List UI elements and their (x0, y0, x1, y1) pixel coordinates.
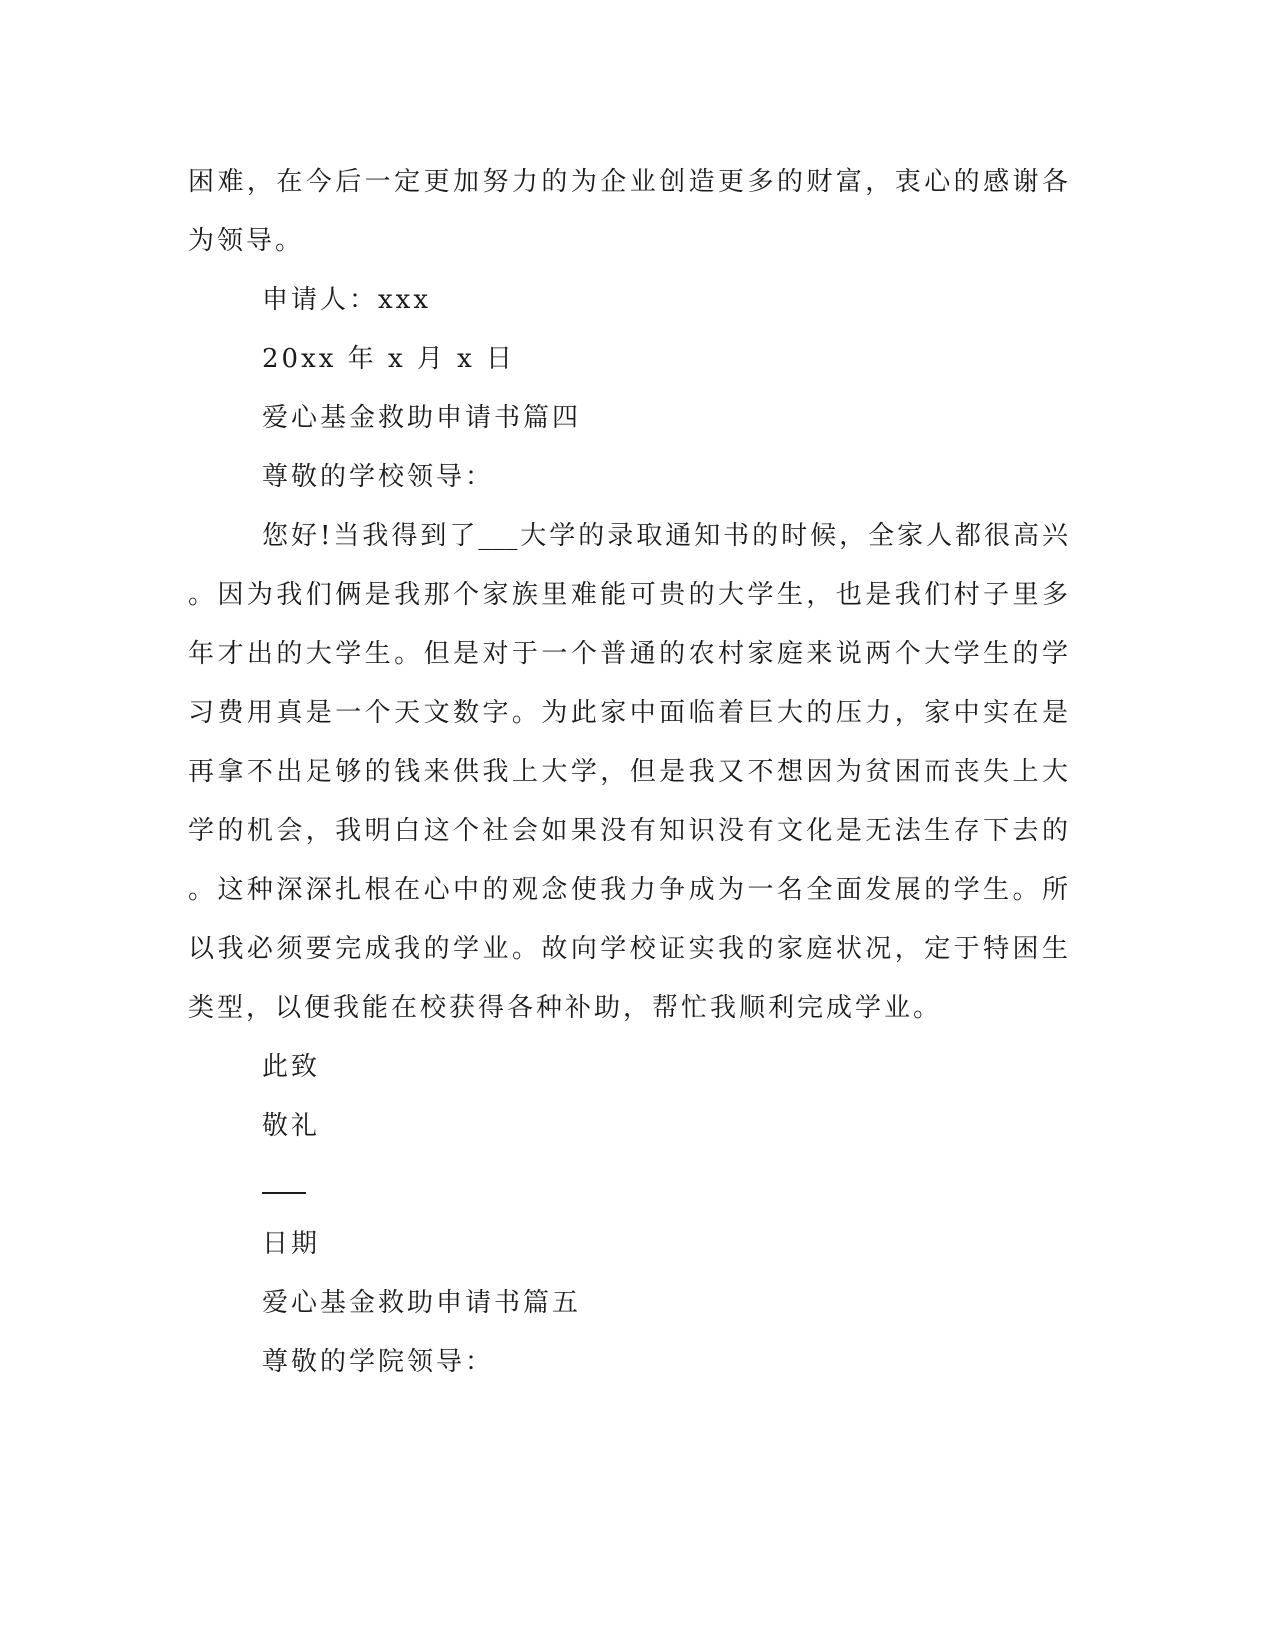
paragraph-line: 年才出的大学生。但是对于一个普通的农村家庭来说两个大学生的学 (188, 639, 1068, 669)
salutation: 尊敬的学院领导： (262, 1347, 495, 1377)
paragraph-line: 。这种深深扎根在心中的观念使我力争成为一名全面发展的学生。所 (188, 875, 1068, 905)
section-title: 爱心基金救助申请书篇四 (262, 403, 582, 433)
section-title: 爱心基金救助申请书篇五 (262, 1288, 582, 1318)
paragraph-line: 习费用真是一个天文数字。为此家中面临着巨大的压力，家中实在是 (188, 698, 1068, 728)
paragraph-line: 为领导。 (188, 226, 305, 256)
salutation: 尊敬的学校领导： (262, 462, 495, 492)
date-line: 20xx 年 x 月 x 日 (262, 344, 516, 374)
closing-line: 敬礼 (262, 1111, 321, 1141)
signature-blank (262, 1192, 306, 1194)
paragraph-line: 再拿不出足够的钱来供我上大学，但是我又不想因为贫困而丧失上大 (188, 757, 1068, 787)
paragraph-line: 类型，以便我能在校获得各种补助，帮忙我顺利完成学业。 (188, 993, 943, 1023)
paragraph-line: 您好!当我得到了___大学的录取通知书的时候，全家人都很高兴 (262, 521, 1068, 551)
paragraph-line: 困难，在今后一定更加努力的为企业创造更多的财富，衷心的感谢各 (188, 167, 1068, 197)
paragraph-line: 以我必须要完成我的学业。故向学校证实我的家庭状况，定于特困生 (188, 934, 1068, 964)
date-label: 日期 (262, 1229, 321, 1259)
paragraph-line: 。因为我们俩是我那个家族里难能可贵的大学生，也是我们村子里多 (188, 580, 1068, 610)
paragraph-line: 学的机会，我明白这个社会如果没有知识没有文化是无法生存下去的 (188, 816, 1068, 846)
applicant-line: 申请人：xxx (262, 285, 431, 315)
closing-line: 此致 (262, 1052, 321, 1082)
